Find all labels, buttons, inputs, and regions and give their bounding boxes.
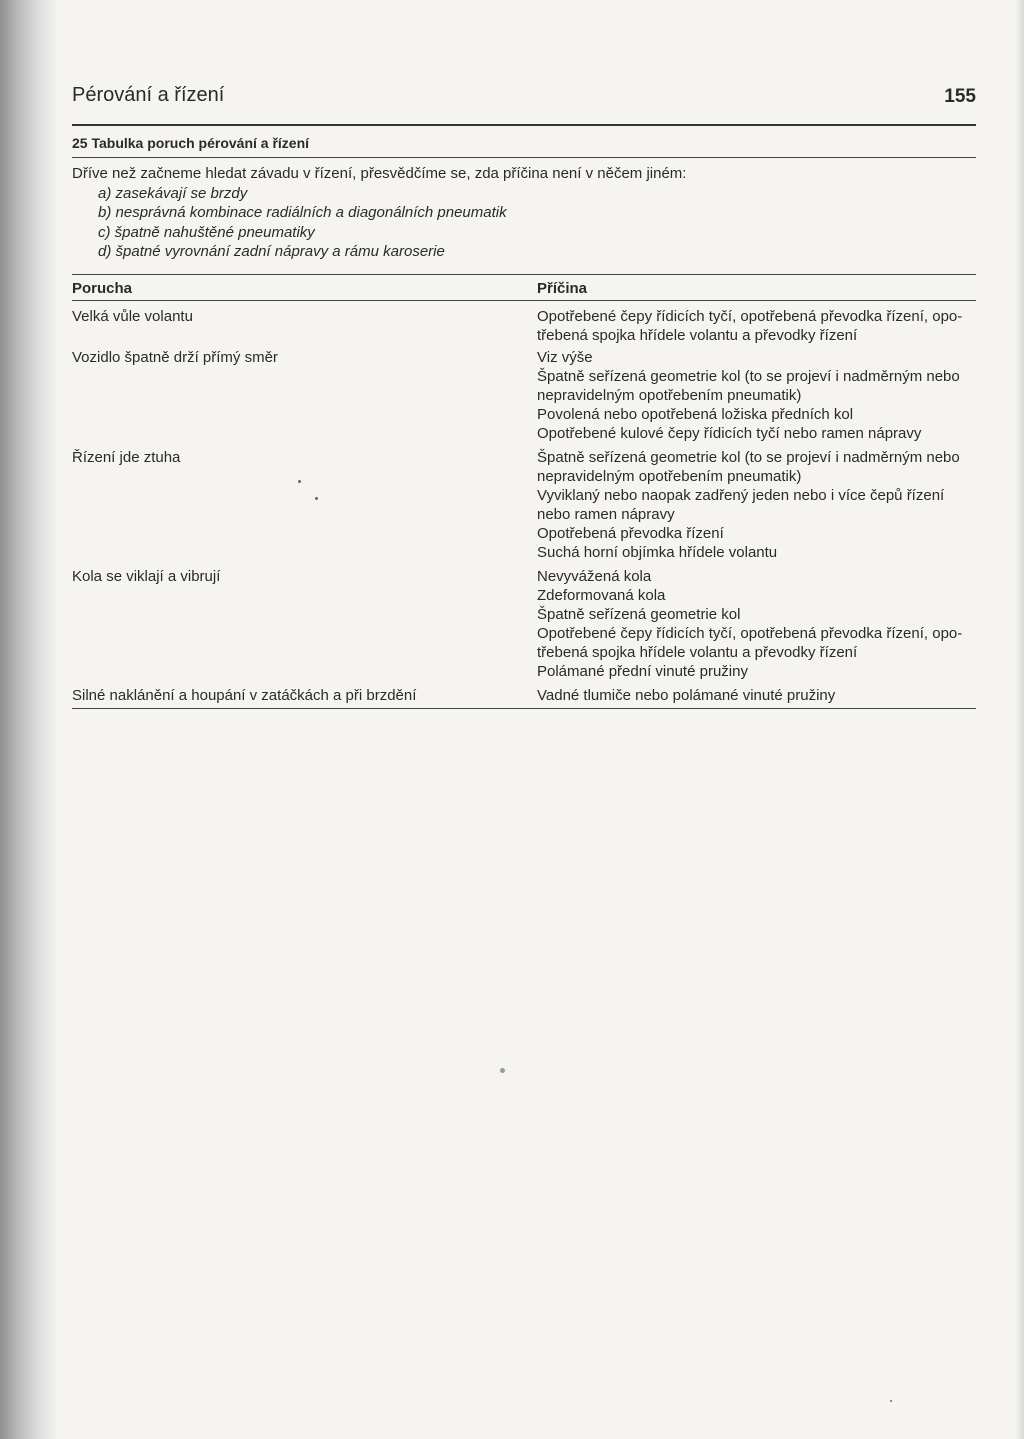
section-title: 25 Tabulka poruch pérování a řízení	[72, 135, 310, 151]
cause-line: Vyviklaný nebo naopak zadřený jeden nebo i více čepů řízení	[537, 486, 945, 504]
cause-line: nepravidelným opotřebením pneumatik)	[537, 467, 802, 485]
cause-line: Špatně seřízená geometrie kol	[537, 605, 741, 623]
cause-cell	[537, 686, 976, 705]
intro-item: b) nesprávná kombinace radiálních a diagonálních pneumatik	[98, 204, 507, 221]
intro-text: Dříve než začneme hledat závadu v řízení, přesvědčíme se, zda příčina není v něčem jiném:	[72, 165, 687, 182]
fault-cell: Kola se viklají a vibrují	[72, 567, 221, 585]
cause-cell	[537, 307, 976, 345]
scan-speck	[315, 497, 318, 500]
intro-item: c) špatně nahuštěné pneumatiky	[98, 223, 315, 241]
header-cause: Příčina	[537, 279, 588, 297]
table-header	[72, 275, 976, 300]
intro-block	[72, 158, 976, 262]
intro-item: a) zasekávají se brzdy	[98, 184, 248, 202]
cause-line: Zdeformovaná kola	[537, 586, 666, 604]
cause-line: Opotřebené čepy řídicích tyčí, opotřebená převodka řízení, opo-	[537, 307, 963, 325]
cause-line: Opotřebené čepy řídicích tyčí, opotřebená převodka řízení, opo-	[537, 624, 963, 642]
book-page	[72, 80, 976, 709]
cause-line: Viz výše	[537, 348, 593, 366]
scan-speck	[500, 1068, 505, 1073]
cause-line: Polámané přední vinuté pružiny	[537, 662, 748, 680]
cause-line: Vadné tlumiče nebo polámané vinuté pružiny	[537, 686, 836, 704]
page-edge	[1016, 0, 1024, 1439]
cause-line: Špatně seřízená geometrie kol (to se projeví i nadměrným nebo	[537, 367, 960, 385]
cause-line: Nevyvážená kola	[537, 567, 652, 585]
fault-cell: Řízení jde ztuha	[72, 448, 181, 466]
table-row	[72, 448, 976, 562]
table-row	[72, 348, 976, 443]
scan-speck	[298, 480, 301, 483]
cause-line: Opotřebené kulové čepy řídicích tyčí nebo ramen nápravy	[537, 424, 922, 442]
page-number: 155	[944, 86, 976, 107]
intro-item: d) špatné vyrovnání zadní nápravy a rámu karoserie	[98, 243, 445, 260]
scan-speck	[890, 1400, 892, 1402]
cause-line: třebená spojka hřídele volantu a převodky řízení	[537, 326, 858, 344]
table-row	[72, 567, 976, 681]
fault-cell: Vozidlo špatně drží přímý směr	[72, 348, 278, 366]
cause-line: třebená spojka hřídele volantu a převodky řízení	[537, 643, 858, 661]
cause-line: Opotřebená převodka řízení	[537, 524, 724, 542]
cause-line: nepravidelným opotřebením pneumatik)	[537, 386, 802, 404]
cause-line: Povolená nebo opotřebená ložiska předních kol	[537, 405, 854, 423]
table-body	[72, 301, 976, 705]
table-row	[72, 307, 976, 345]
chapter-title: Pérování a řízení	[72, 84, 225, 106]
intro-list	[72, 184, 976, 262]
fault-table	[72, 274, 976, 709]
table-bottom-rule	[72, 708, 976, 709]
header-fault: Porucha	[72, 279, 133, 297]
cause-cell	[537, 348, 976, 443]
cause-line: Suchá horní objímka hřídele volantu	[537, 543, 778, 561]
cause-line: nebo ramen nápravy	[537, 505, 675, 523]
table-row	[72, 686, 976, 705]
cause-cell	[537, 448, 976, 562]
page-header	[72, 80, 976, 124]
cause-line: Špatně seřízená geometrie kol (to se projeví i nadměrným nebo	[537, 448, 960, 466]
binding-shadow	[0, 0, 58, 1439]
cause-cell	[537, 567, 976, 681]
fault-cell: Velká vůle volantu	[72, 307, 193, 325]
fault-cell: Silné naklánění a houpání v zatáčkách a při brzdění	[72, 686, 417, 704]
